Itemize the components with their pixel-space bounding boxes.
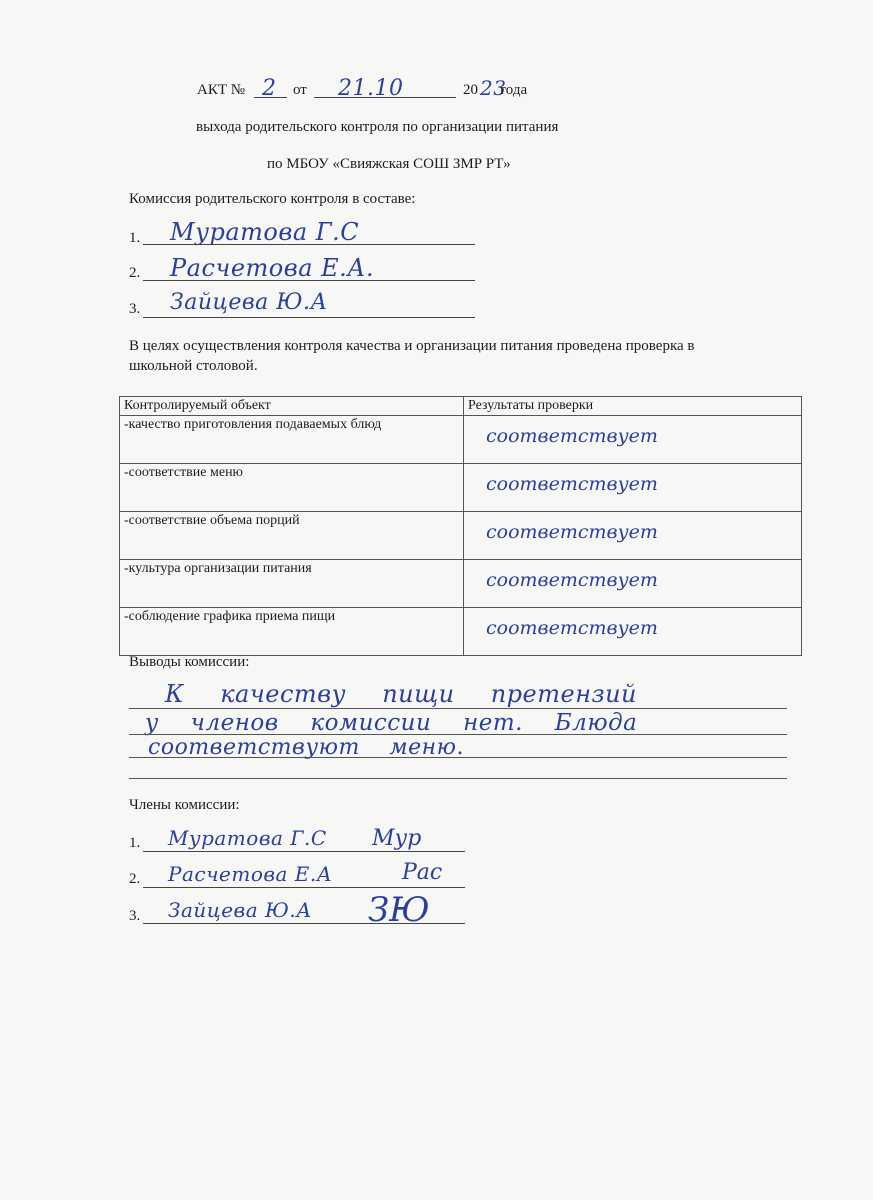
table-cell-result: соответствует: [464, 608, 802, 656]
table-cell-object: -соблюдение графика приема пищи: [120, 608, 464, 656]
year-prefix: 20: [463, 82, 478, 98]
signed-num-3: 3.: [129, 908, 141, 924]
inspection-table: [119, 396, 802, 656]
subtitle-line-1: выхода родительского контроля по организации питания: [196, 119, 559, 135]
table-cell-object: -качество приготовления подаваемых блюд: [120, 416, 464, 464]
table-header-object: Контролируемый объект: [120, 397, 464, 416]
table-row: [120, 416, 802, 464]
conclusion-line-2: у членов комиссии нет. Блюда: [145, 710, 638, 736]
table-row: [120, 464, 802, 512]
table-cell-object: -культура организации питания: [120, 560, 464, 608]
commission-intro: Комиссия родительского контроля в составе:: [129, 191, 416, 207]
purpose-line-2: школьной столовой.: [129, 358, 258, 374]
member-line-3: [143, 317, 475, 318]
year-suffix: года: [500, 82, 528, 98]
table-cell-object: -соответствие меню: [120, 464, 464, 512]
signed-name-3: Зайцева Ю.А: [168, 898, 312, 922]
signature-3: ЗЮ: [368, 890, 430, 930]
table-row: [120, 560, 802, 608]
act-date: 21.10: [338, 76, 404, 101]
act-number-underline: [254, 97, 287, 98]
members-label: Члены комиссии:: [129, 797, 240, 813]
table-row: [120, 608, 802, 656]
signature-1: Мур: [372, 826, 422, 851]
conclusion-rule-3: [129, 757, 787, 758]
table-header-result: Результаты проверки: [464, 397, 802, 416]
purpose-line-1: В целях осуществления контроля качества и организации питания проведена проверка в: [129, 338, 695, 354]
signed-line-1: [143, 851, 465, 852]
conclusion-rule-4: [129, 778, 787, 779]
act-label: АКТ №: [197, 82, 246, 98]
conclusion-line-1: К качеству пищи претензий: [165, 680, 638, 708]
conclusion-line-3: соответствуют меню.: [148, 735, 464, 760]
signed-name-1: Муратова Г.С: [168, 826, 327, 850]
from-label: от: [293, 82, 307, 98]
signed-name-2: Расчетова Е.А: [168, 862, 333, 886]
signed-line-3: [143, 923, 465, 924]
member-num-1: 1.: [129, 230, 141, 246]
member-num-2: 2.: [129, 265, 141, 281]
act-date-underline: [314, 97, 456, 98]
act-number: 2: [262, 76, 277, 101]
table-cell-result: соответствует: [464, 512, 802, 560]
member-num-3: 3.: [129, 301, 141, 317]
table-header-row: [120, 397, 802, 416]
conclusions-label: Выводы комиссии:: [129, 654, 250, 670]
table-cell-object: -соответствие объема порций: [120, 512, 464, 560]
table-cell-result: соответствует: [464, 416, 802, 464]
table-cell-result: соответствует: [464, 560, 802, 608]
member-line-1: [143, 244, 475, 245]
subtitle-line-2: по МБОУ «Свияжская СОШ ЗМР РТ»: [267, 156, 511, 172]
member-name-1: Муратова Г.С: [170, 218, 360, 246]
year-hand: 23: [480, 76, 507, 100]
signed-num-1: 1.: [129, 835, 141, 851]
signed-line-2: [143, 887, 465, 888]
signature-2: Рас: [402, 860, 443, 885]
member-name-3: Зайцева Ю.А: [170, 290, 328, 315]
member-line-2: [143, 280, 475, 281]
table-row: [120, 512, 802, 560]
conclusion-rule-1: [129, 708, 787, 709]
signed-num-2: 2.: [129, 871, 141, 887]
member-name-2: Расчетова Е.А.: [170, 254, 375, 282]
table-cell-result: соответствует: [464, 464, 802, 512]
